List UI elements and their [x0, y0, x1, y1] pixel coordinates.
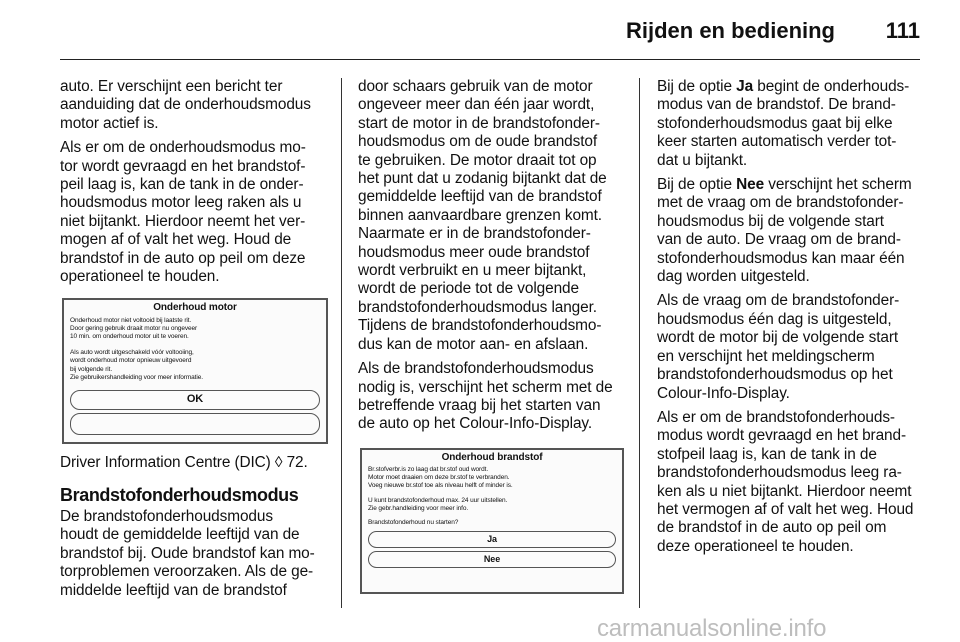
column-divider-2 — [639, 78, 640, 608]
screen-question: Brandstofonderhoud nu starten? — [368, 518, 459, 526]
paragraph: Als de brandstofonderhoudsmodus nodig is, verschijnt het scherm met de betreffende vraag bij het starten van de auto op het Colour-Info-Display. — [358, 360, 613, 433]
screen-message: Als auto wordt uitgeschakeld vóór voltooiing, wordt onderhoud motor opnieuw uitgevoerd bij volgende rit. Zie gebruikershandleiding voor meer informatie. — [70, 349, 203, 381]
paragraph: Als de vraag om de brandstofonder- houdsmodus één dag is uitgesteld, wordt de motor bij de volgende start en verschijnt het meldingscherm brandstofonderhoudsmodus op het Colour-Info-Display. — [657, 292, 900, 402]
paragraph: door schaars gebruik van de motor ongeveer meer dan één jaar wordt, start de motor in de brandstofonder- houdsmodus om de oude brandstof te gebruiken. De motor draait tot op het punt dat u zodanig bijtankt dat de gemiddelde leeftijd van de brandstof binnen aanvaardbare grenzen komt. Naarmate er in de brandstofonder- houdsmodus meer oude brandstof wordt verbruikt en u meer bijtankt, wordt de periode tot de volgende brandstofonderhoudsmodus langer. Tijdens de brandstofonderhoudsmo- dus kan de motor aan- en afslaan. — [358, 78, 607, 353]
screen-title: Onderhoud brandstof — [441, 451, 543, 463]
column-3 — [657, 78, 925, 562]
screen-message: U kunt brandstofonderhoud max. 24 uur uitstellen. Zie gebr.handleiding voor meer info. — [368, 496, 508, 512]
column-2 — [358, 78, 624, 600]
option-yes: Ja — [736, 78, 754, 95]
fuel-maintenance-screen — [360, 448, 624, 594]
column-1 — [60, 78, 328, 606]
paragraph: Als er om de onderhoudsmodus mo- tor wordt gevraagd en het brandstof- peil laag is, kan de tank in de onder- houdsmodus motor leeg raken als u niet bijtankt. Hierdoor neemt het ver- mogen af of valt het weg. Houd de brandstof in de auto op peil om deze operationeel te houden. — [60, 139, 306, 286]
screen-message: Br.stofverbr.is zo laag dat br.stof oud wordt. Motor moet draaien om deze br.stof te verbranden. Voeg nieuwe br.stof toe als niveau helft of minder is. — [368, 465, 513, 490]
text: begint de onderhouds- modus van de brandstof. De brand- stofonderhoudsmodus gaat bij elke keer starten automatisch verder tot- dat u bijtankt. — [657, 78, 910, 169]
text: verschijnt het scherm met de vraag om de brandstofonder- houdsmodus bij de volgende start van de auto. De vraag om de brand- stofonderhoudsmodus kan maar één dag worden uitgesteld. — [657, 176, 912, 286]
watermark: carmanualsonline.info — [597, 615, 827, 642]
paragraph — [657, 176, 925, 286]
yes-button[interactable]: Ja — [368, 531, 616, 548]
option-no: Nee — [736, 176, 765, 194]
paragraph: De brandstofonderhoudsmodus houdt de gemiddelde leeftijd van de brandstof bij. Oude brandstof kan mo- torproblemen veroorzaken. Als de ge- middelde leeftijd van de brandstof — [60, 507, 315, 599]
text: Bij de optie — [657, 176, 737, 194]
ok-button[interactable]: OK — [70, 390, 320, 410]
paragraph — [657, 78, 925, 170]
no-button[interactable]: Nee — [368, 551, 616, 568]
paragraph: auto. Er verschijnt een bericht ter aanduiding dat de onderhoudsmodus motor actief is. — [60, 78, 311, 132]
column-divider-1 — [341, 78, 342, 608]
section-title: Rijden en bediening — [625, 18, 835, 43]
dic-reference: Driver Information Centre (DIC) ◊ 72. — [60, 454, 308, 472]
section-heading: Brandstofonderhoudsmodus — [60, 484, 299, 505]
screen-title: Onderhoud motor — [153, 302, 237, 314]
page-number: 111 — [885, 18, 920, 43]
paragraph: Als er om de brandstofonderhouds- modus wordt gevraagd en het brand- stofpeil laag is, kan de tank in de brandstofonderhoudsmodus leeg ra- ken als u niet bijtankt. Hierdoor neemt het vermogen af of valt het weg. Houd de brandstof in de auto op peil om deze operationeel te houden. — [657, 408, 914, 555]
page-header — [60, 0, 920, 60]
empty-button[interactable] — [70, 413, 320, 435]
text: Bij de optie — [657, 78, 737, 95]
screen-message: Onderhoud motor niet voltooid bij laatste rit. Door gering gebruik draait motor nu ongeveer 10 min. om onderhoud motor uit te voeren. — [70, 316, 198, 341]
engine-maintenance-screen — [62, 298, 328, 444]
